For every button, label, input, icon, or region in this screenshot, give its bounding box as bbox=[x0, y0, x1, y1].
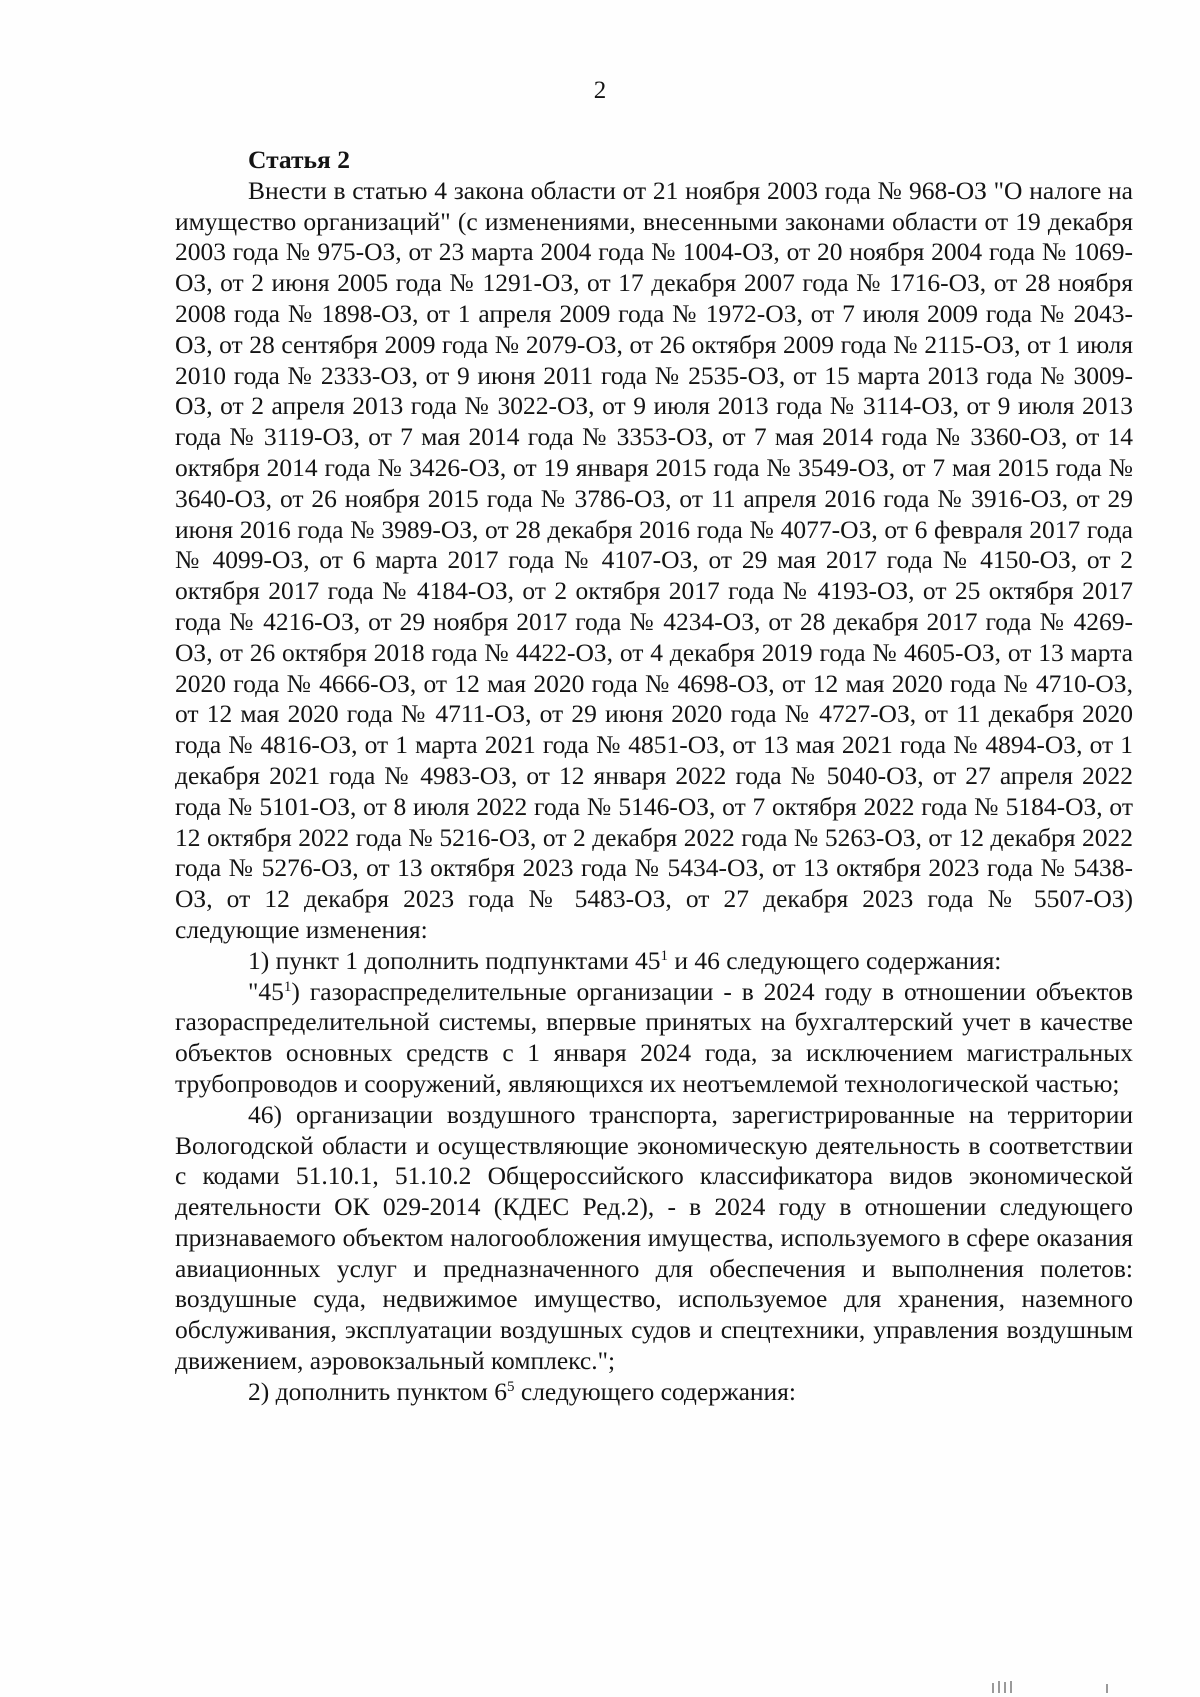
subitem-45-1-number: "45 bbox=[248, 976, 284, 1006]
item-2-text-after: следующего содержания: bbox=[514, 1376, 796, 1406]
item-2-text-before: 2) дополнить пунктом 6 bbox=[248, 1376, 507, 1406]
scan-artifact-marks bbox=[980, 1679, 1110, 1693]
item-2-superscript: 5 bbox=[507, 1378, 515, 1395]
subitem-46-paragraph: 46) организации воздушного транспорта, зарегистрированные на территории Вологодской области и осуществляющие экономическую деятельность в соответствии с кодами 51.10.1, 51.10.2 Общероссийского классификатора видов экономической деятельности ОК 029-2014 (КДЕС Ред.2), - в 2024 году в отношении следующего признаваемого объектом налогообложения имущества, используемого в сфере оказания авиационных услуг и предназначенного для обеспечения и выполнения полетов: воздушные суда, недвижимое имущество, используемое для хранения, наземного обслуживания, эксплуатации воздушных судов и спецтехники, управления воздушным движением, аэровокзальный комплекс."; bbox=[175, 1099, 1133, 1376]
subitem-45-1-text: ) газораспределительные организации - в 2024 году в отношении объектов газораспределительной системы, впервые принятых на бухгалтерский учет в качестве объектов основных средств с 1 января 2024 года, за исключением магистральных трубопроводов и сооружений, являющихся их неотъемлемой технологической частью; bbox=[175, 976, 1133, 1098]
item-1-text-after: и 46 следующего содержания: bbox=[667, 945, 1002, 975]
subitem-45-1-paragraph bbox=[175, 977, 1133, 1100]
article-heading: Статья 2 bbox=[248, 145, 350, 174]
page-number: 2 bbox=[593, 77, 607, 104]
article-body bbox=[175, 145, 1133, 1408]
subitem-45-1-superscript: 1 bbox=[283, 978, 292, 995]
item-1-superscript: 1 bbox=[660, 947, 668, 964]
article-intro-paragraph: Внести в статью 4 закона области от 21 ноября 2003 года № 968-ОЗ "О налоге на имущество организаций" (с изменениями, внесенными законами области от 19 декабря 2003 года № 975-ОЗ, от 23 марта 2004 года № 1004-ОЗ, от 20 ноября 2004 года № 1069-ОЗ, от 2 июня 2005 года № 1291-ОЗ, от 17 декабря 2007 года № 1716-ОЗ, от 28 ноября 2008 года № 1898-ОЗ, от 1 апреля 2009 года № 1972-ОЗ, от 7 июля 2009 года № 2043-ОЗ, от 28 сентября 2009 года № 2079-ОЗ, от 26 октября 2009 года № 2115-ОЗ, от 1 июля 2010 года № 2333-ОЗ, от 9 июня 2011 года № 2535-ОЗ, от 15 марта 2013 года № 3009-ОЗ, от 2 апреля 2013 года № 3022-ОЗ, от 9 июля 2013 года № 3114-ОЗ, от 9 июля 2013 года № 3119-ОЗ, от 7 мая 2014 года № 3353-ОЗ, от 7 мая 2014 года № 3360-ОЗ, от 14 октября 2014 года № 3426-ОЗ, от 19 января 2015 года № 3549-ОЗ, от 7 мая 2015 года № 3640-ОЗ, от 26 ноября 2015 года № 3786-ОЗ, от 11 апреля 2016 года № 3916-ОЗ, от 29 июня 2016 года № 3989-ОЗ, от 28 декабря 2016 года № 4077-ОЗ, от 6 февраля 2017 года № 4099-ОЗ, от 6 марта 2017 года № 4107-ОЗ, от 29 мая 2017 года № 4150-ОЗ, от 2 октября 2017 года № 4184-ОЗ, от 2 октября 2017 года № 4193-ОЗ, от 25 октября 2017 года № 4216-ОЗ, от 29 ноября 2017 года № 4234-ОЗ, от 28 декабря 2017 года № 4269-ОЗ, от 26 октября 2018 года № 4422-ОЗ, от 4 декабря 2019 года № 4605-ОЗ, от 13 марта 2020 года № 4666-ОЗ, от 12 мая 2020 года № 4698-ОЗ, от 12 мая 2020 года № 4710-ОЗ, от 12 мая 2020 года № 4711-ОЗ, от 29 июня 2020 года № 4727-ОЗ, от 11 декабря 2020 года № 4816-ОЗ, от 1 марта 2021 года № 4851-ОЗ, от 13 мая 2021 года № 4894-ОЗ, от 1 декабря 2021 года № 4983-ОЗ, от 12 января 2022 года № 5040-ОЗ, от 27 апреля 2022 года № 5101-ОЗ, от 8 июля 2022 года № 5146-ОЗ, от 7 октября 2022 года № 5184-ОЗ, от 12 октября 2022 года № 5216-ОЗ, от 2 декабря 2022 года № 5263-ОЗ, от 12 декабря 2022 года № 5276-ОЗ, от 13 октября 2023 года № 5434-ОЗ, от 13 октября 2023 года № 5438-ОЗ, от 12 декабря 2023 года № 5483-ОЗ, от 27 декабря 2023 года № 5507-ОЗ) следующие изменения: bbox=[175, 175, 1133, 944]
item-2-paragraph bbox=[175, 1377, 1133, 1408]
item-1-text-before: 1) пункт 1 дополнить подпунктами 45 bbox=[248, 945, 661, 975]
item-1-paragraph bbox=[175, 946, 1133, 977]
